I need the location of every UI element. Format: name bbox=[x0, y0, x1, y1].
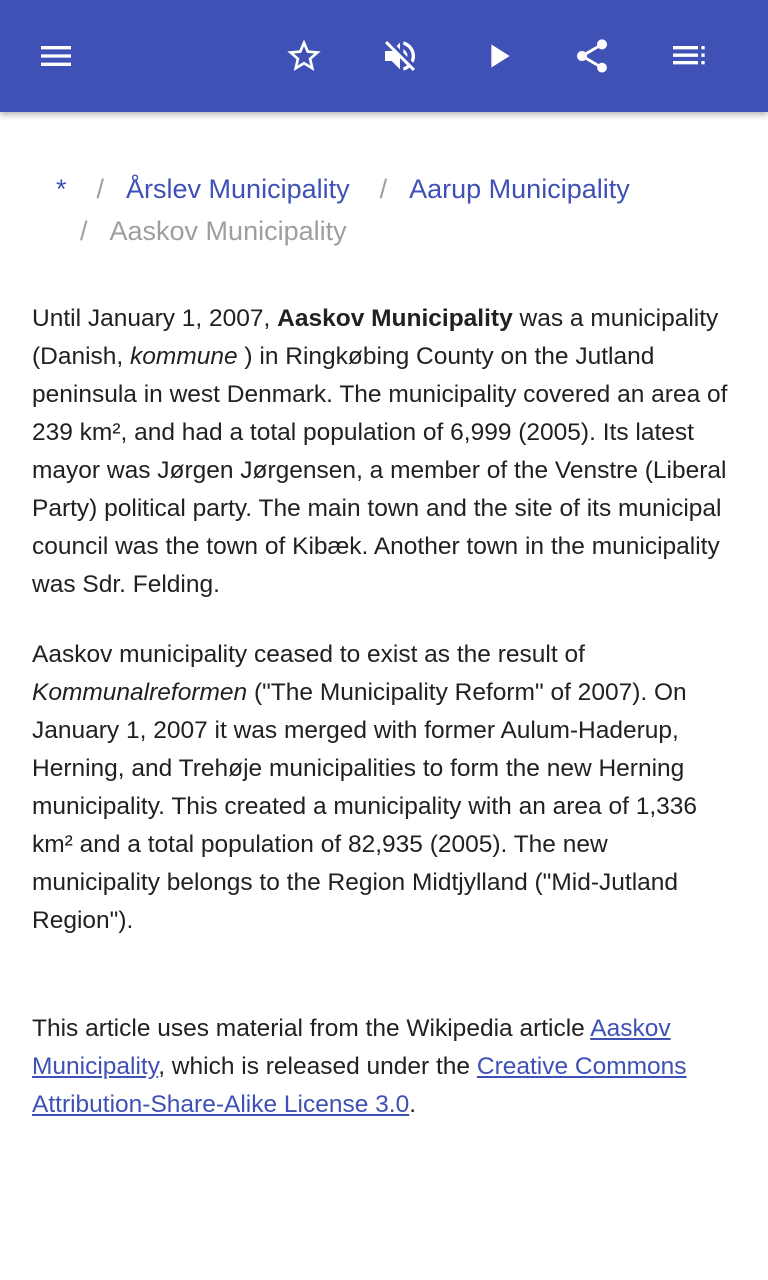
article-paragraph-2: Aaskov municipality ceased to exist as the result of Kommunalreformen ("The Municipality Reform" of 2007). On January 1, 2007 it was merged with former Aulum-Haderup, Herning, and Trehøje municipalities to form the new Herning municipality. This created a municipality with an area of 1,336 km² and a total population of 82,935 (2005). The new municipality belongs to the Region Midtjylland ("Mid-Jutland Region"). bbox=[32, 641, 698, 934]
app-toolbar bbox=[0, 0, 768, 112]
play-icon bbox=[478, 36, 518, 76]
menu-button[interactable] bbox=[28, 28, 84, 84]
volume-off-icon bbox=[380, 36, 420, 76]
license-link[interactable]: Creative Commons Attribution-Share-Alike License 3.0 bbox=[32, 1053, 687, 1118]
share-icon bbox=[572, 36, 612, 76]
danish-term-italic: kommune bbox=[130, 343, 238, 370]
play-button[interactable] bbox=[470, 28, 526, 84]
license-attribution: This article uses material from the Wikipedia article Aaskov Municipality, which is released under the Creative Commons Attribution-Share-Alike License 3.0. bbox=[32, 1015, 687, 1118]
article-body bbox=[32, 300, 736, 940]
bookmark-button[interactable] bbox=[276, 28, 332, 84]
breadcrumb-separator: / bbox=[96, 174, 105, 204]
share-button[interactable] bbox=[564, 28, 620, 84]
breadcrumb-item-aarup[interactable]: Aarup Municipality bbox=[409, 174, 630, 204]
mute-button[interactable] bbox=[372, 28, 428, 84]
contents-button[interactable] bbox=[660, 28, 716, 84]
breadcrumb-item-arslev[interactable]: Årslev Municipality bbox=[126, 174, 350, 204]
breadcrumb-current: Aaskov Municipality bbox=[109, 216, 347, 246]
breadcrumb-home-link[interactable]: * bbox=[56, 174, 67, 204]
wikipedia-article-link[interactable]: Aaskov Municipality bbox=[32, 1015, 671, 1080]
breadcrumb-separator: / bbox=[379, 174, 388, 204]
reform-term-italic: Kommunalreformen bbox=[32, 679, 248, 706]
article-subject-bold: Aaskov Municipality bbox=[277, 305, 513, 332]
breadcrumb bbox=[32, 168, 736, 252]
star-outline-icon bbox=[284, 36, 324, 76]
menu-icon bbox=[36, 36, 76, 76]
playlist-icon bbox=[668, 36, 708, 76]
page-content bbox=[32, 168, 736, 1124]
article-paragraph-1: Until January 1, 2007, Aaskov Municipality was a municipality (Danish, kommune ) in Ringkøbing County on the Jutland peninsula in west Denmark. The municipality covered an area of 239 km², and had a total population of 6,999 (2005). Its latest mayor was Jørgen Jørgensen, a member of the Venstre (Liberal Party) political party. The main town and the site of its municipal council was the town of Kibæk. Another town in the municipality was Sdr. Felding. bbox=[32, 305, 728, 598]
breadcrumb-separator: / bbox=[80, 216, 88, 246]
